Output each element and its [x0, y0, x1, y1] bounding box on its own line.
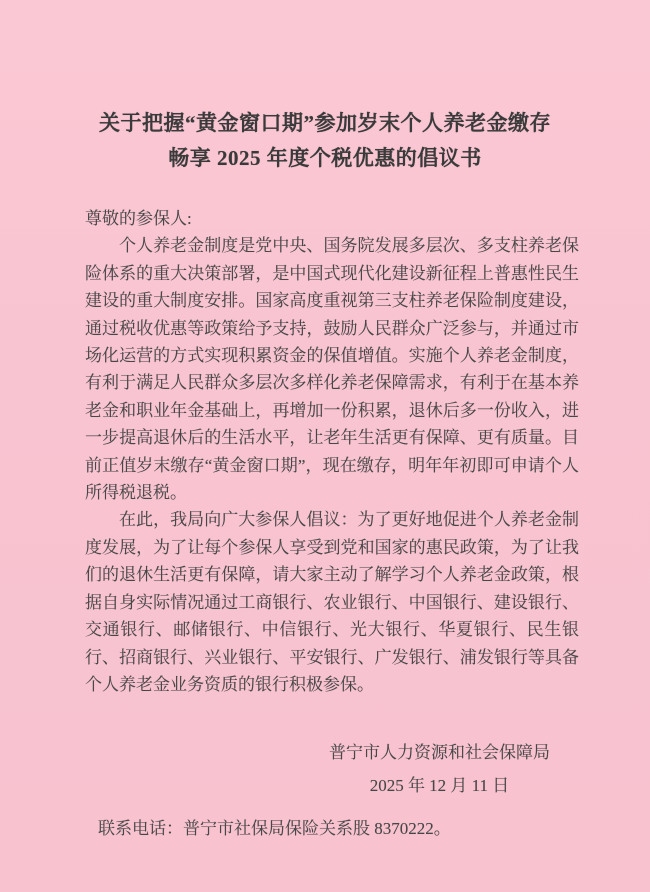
- issuer-organization: 普宁市人力资源和社会保障局: [329, 743, 550, 763]
- signature-inner: [329, 736, 550, 802]
- signature-block: [0, 736, 650, 802]
- contact-phone-line: 联系电话：普宁市社保局保险关系股 8370222。: [98, 819, 451, 839]
- title-line-1: 关于把握“黄金窗口期”参加岁末个人养老金缴存: [99, 111, 551, 135]
- document-title: [0, 0, 650, 176]
- title-line-2: 畅享 2025 年度个税优惠的倡议书: [168, 146, 482, 170]
- document-body: [85, 205, 579, 698]
- paragraph-policy-background: 个人养老金制度是党中央、国务院发展多层次、多支柱养老保险体系的重大决策部署，是中国式现代化建设新征程上普惠性民生建设的重大制度安排。国家高度重视第三支柱养老保险制度建设，通过税收优惠等政策给予支持，鼓励人民群众广泛参与，并通过市场化运营的方式实现积累资金的保值增值。实施个人养老金制度，有利于满足人民群众多层次多样化养老保障需求，有利于在基本养老金和职业年金基础上，再增加一份积累，退休后多一份收入，进一步提高退休后的生活水平，让老年生活更有保障、更有质量。目前正值岁末缴存“黄金窗口期”，现在缴存，明年年初即可申请个人所得税退税。: [85, 236, 579, 503]
- paragraph-proposal: 在此，我局向广大参保人倡议：为了更好地促进个人养老金制度发展，为了让每个参保人享受到党和国家的惠民政策，为了让我们的退休生活更有保障，请大家主动了解学习个人养老金政策，根据自身实际情况通过工商银行、农业银行、中国银行、建设银行、交通银行、邮储银行、中信银行、光大银行、华夏银行、民生银行、招商银行、兴业银行、平安银行、广发银行、浦发银行等具备个人养老金业务资质的银行积极参保。: [85, 510, 579, 694]
- salutation: 尊敬的参保人:: [85, 209, 192, 228]
- issue-date: 2025 年 12 月 11 日: [369, 776, 510, 796]
